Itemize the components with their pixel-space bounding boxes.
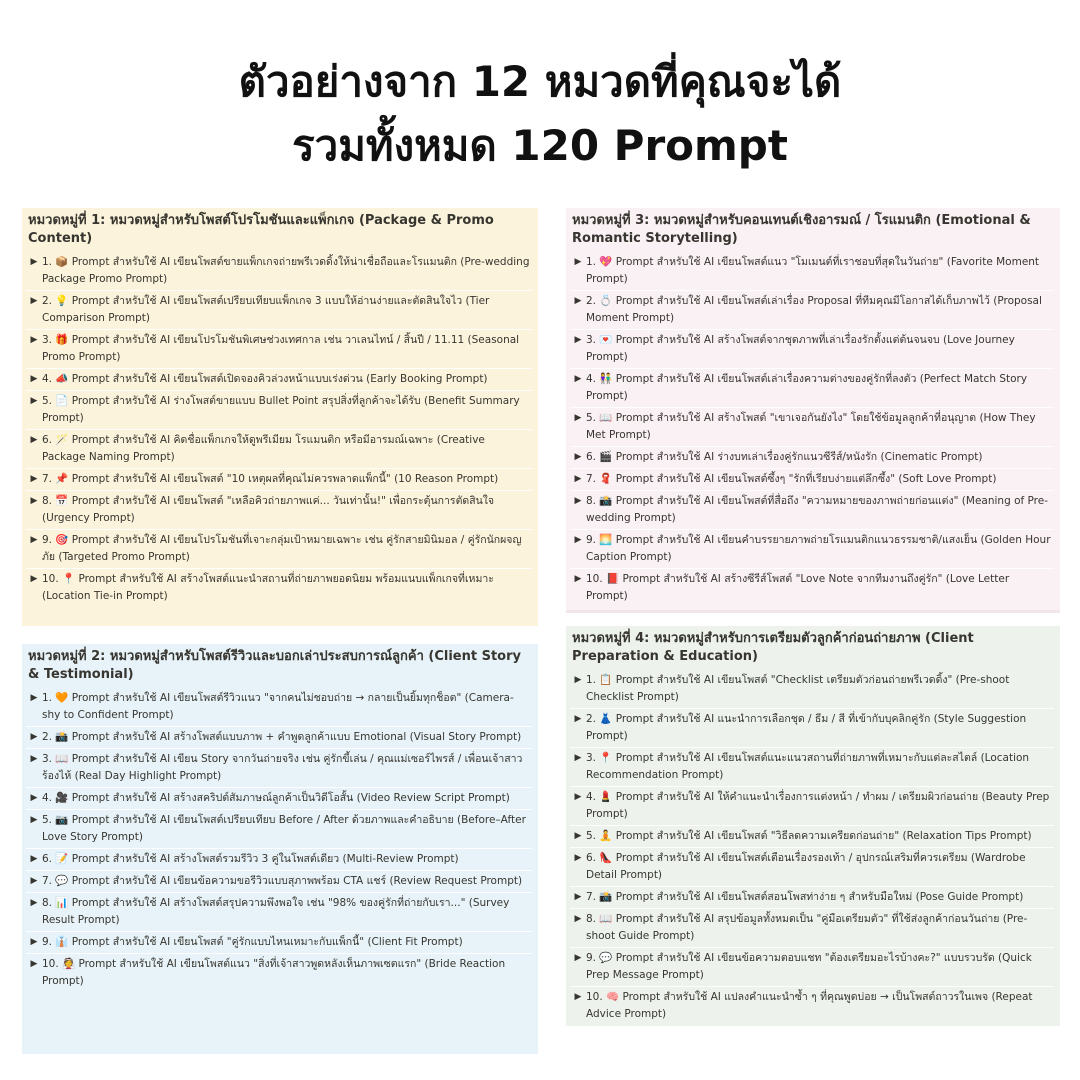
toggle-item-text: 5. 🧘 Prompt สำหรับใช้ AI เขียนโพสต์ "วิธีลดความเครียดก่อนถ่าย" (Relaxation Tips Prompt) <box>586 830 1032 842</box>
toggle-arrow-icon[interactable]: ▶ <box>574 792 582 802</box>
toggle-item[interactable] <box>26 569 532 607</box>
toggle-item-text: 10. 🧠 Prompt สำหรับใช้ AI แปลงคำแนะนำซ้ำ ๆ ที่คุณพูดบ่อย → เป็นโพสต์ถาวรในเพจ (Repeat Advice Prompt) <box>586 991 1033 1020</box>
toggle-arrow-icon[interactable]: ▶ <box>30 335 38 345</box>
headline-line-2: รวมทั้งหมด 120 Prompt <box>292 121 788 170</box>
toggle-item-text: 2. 📸 Prompt สำหรับใช้ AI สร้างโพสต์แบบภาพ + คำพูดลูกค้าแบบ Emotional (Visual Story Prompt) <box>42 731 522 743</box>
toggle-item[interactable] <box>26 530 532 569</box>
toggle-item[interactable] <box>570 748 1054 787</box>
toggle-arrow-icon[interactable]: ▶ <box>574 452 582 462</box>
toggle-arrow-icon[interactable]: ▶ <box>30 374 38 384</box>
toggle-item[interactable] <box>26 252 532 291</box>
toggle-item[interactable] <box>570 826 1054 848</box>
toggle-item-text: 8. 📖 Prompt สำหรับใช้ AI สรุปข้อมูลทั้งหมดเป็น "คู่มือเตรียมตัว" ที่ใช้ส่งลูกค้าก่อนวันถ่าย (Pre-shoot Guide Prompt) <box>586 913 1028 942</box>
toggle-arrow-icon[interactable]: ▶ <box>574 892 582 902</box>
toggle-item-text: 6. 👠 Prompt สำหรับใช้ AI เขียนโพสต์เตือนเรื่องรองเท้า / อุปกรณ์เสริมที่ควรเตรียม (Wardrobe Detail Prompt) <box>586 852 1026 881</box>
toggle-item[interactable] <box>26 688 532 727</box>
category-title-1: หมวดหมู่ที่ 1: หมวดหมู่สำหรับโพสต์โปรโมชันและแพ็กเกจ (Package & Promo Content) <box>28 213 494 246</box>
toggle-item-text: 10. 📍 Prompt สำหรับใช้ AI สร้างโพสต์แนะนำสถานที่ถ่ายภาพยอดนิยม พร้อมแนบแพ็กเกจที่เหมาะ (Location Tie-in Prompt) <box>42 573 494 602</box>
toggle-arrow-icon[interactable]: ▶ <box>30 754 38 764</box>
headline-line-1: ตัวอย่างจาก 12 หมวดที่คุณจะได้ <box>238 57 842 106</box>
category-panel-4 <box>566 626 1060 1026</box>
toggle-item-text: 9. 🎯 Prompt สำหรับใช้ AI เขียนโปรโมชันที่เจาะกลุ่มเป้าหมายเฉพาะ เช่น คู่รักสายมินิมอล / คู่รักนักผจญภัย (Targeted Promo Prompt) <box>42 534 522 563</box>
toggle-arrow-icon[interactable]: ▶ <box>30 732 38 742</box>
toggle-item[interactable] <box>570 670 1054 709</box>
toggle-item[interactable] <box>26 932 532 954</box>
toggle-item-text: 8. 📅 Prompt สำหรับใช้ AI เขียนโพสต์ "เหลือคิวถ่ายภาพแค่... วันเท่านั้น!" เพื่อกระตุ้นการตัดสินใจ (Urgency Prompt) <box>42 495 495 524</box>
toggle-item[interactable] <box>26 810 532 849</box>
toggle-item-text: 6. 📝 Prompt สำหรับใช้ AI สร้างโพสต์รวมรีวิว 3 คู่ในโพสต์เดียว (Multi-Review Prompt) <box>42 853 459 865</box>
toggle-item-text: 7. 📸 Prompt สำหรับใช้ AI เขียนโพสต์สอนโพสท่าง่าย ๆ สำหรับมือใหม่ (Pose Guide Prompt) <box>586 891 1024 903</box>
toggle-arrow-icon[interactable]: ▶ <box>574 831 582 841</box>
toggle-arrow-icon[interactable]: ▶ <box>30 535 38 545</box>
panel-divider <box>566 610 1060 613</box>
toggle-arrow-icon[interactable]: ▶ <box>574 413 582 423</box>
toggle-item[interactable] <box>26 469 532 491</box>
toggle-arrow-icon[interactable]: ▶ <box>574 335 582 345</box>
toggle-item-text: 5. 📖 Prompt สำหรับใช้ AI สร้างโพสต์ "เขาเจอกันยังไง" โดยใช้ข้อมูลลูกค้าที่อนุญาต (How They Met Prompt) <box>586 412 1036 441</box>
toggle-item-text: 8. 📊 Prompt สำหรับใช้ AI สร้างโพสต์สรุปความพึงพอใจ เช่น "98% ของคู่รักที่ถ่ายกับเรา..." (Survey Result Prompt) <box>42 897 510 926</box>
toggle-arrow-icon[interactable]: ▶ <box>30 396 38 406</box>
category-panel-3 <box>566 208 1060 612</box>
toggle-item[interactable] <box>570 330 1054 369</box>
toggle-arrow-icon[interactable]: ▶ <box>574 257 582 267</box>
toggle-item-text: 6. 🪄 Prompt สำหรับใช้ AI คิดชื่อแพ็กเกจให้ดูพรีเมียม โรแมนติก หรือมีอารมณ์เฉพาะ (Creative Package Naming Prompt) <box>42 434 485 463</box>
toggle-item[interactable] <box>26 369 532 391</box>
toggle-item-text: 9. 🌅 Prompt สำหรับใช้ AI เขียนคำบรรยายภาพถ่ายโรแมนติกแนวธรรมชาติ/แสงเย็น (Golden Hour Caption Prompt) <box>586 534 1051 563</box>
toggle-item-text: 3. 💌 Prompt สำหรับใช้ AI สร้างโพสต์จากชุดภาพที่เล่าเรื่องรักตั้งแต่ต้นจนจบ (Love Journey Prompt) <box>586 334 1015 363</box>
toggle-arrow-icon[interactable]: ▶ <box>30 474 38 484</box>
toggle-arrow-icon[interactable]: ▶ <box>30 815 38 825</box>
toggle-arrow-icon[interactable]: ▶ <box>30 496 38 506</box>
category-title-4: หมวดหมู่ที่ 4: หมวดหมู่สำหรับการเตรียมตัวลูกค้าก่อนถ่ายภาพ (Client Preparation & Education) <box>572 631 974 664</box>
toggle-arrow-icon[interactable]: ▶ <box>574 714 582 724</box>
toggle-item[interactable] <box>26 330 532 369</box>
toggle-item-text: 3. 🎁 Prompt สำหรับใช้ AI เขียนโปรโมชันพิเศษช่วงเทศกาล เช่น วาเลนไทน์ / สิ้นปี / 11.11 (Seasonal Promo Prompt) <box>42 334 520 363</box>
toggle-item-text: 7. 🧣 Prompt สำหรับใช้ AI เขียนโพสต์ซึ้งๆ "รักที่เรียบง่ายแต่ลึกซึ้ง" (Soft Love Prompt) <box>586 473 997 485</box>
toggle-item[interactable] <box>570 569 1054 607</box>
toggle-item-text: 9. 💬 Prompt สำหรับใช้ AI เขียนข้อความตอบแชท "ต้องเตรียมอะไรบ้างคะ?" แบบรวบรัด (Quick Prep Message Prompt) <box>586 952 1032 981</box>
toggle-item[interactable] <box>26 749 532 788</box>
toggle-arrow-icon[interactable]: ▶ <box>574 953 582 963</box>
toggle-arrow-icon[interactable]: ▶ <box>574 474 582 484</box>
toggle-item-text: 3. 📍 Prompt สำหรับใช้ AI เขียนโพสต์แนะแนวสถานที่ถ่ายภาพที่เหมาะกับแต่ละสไตล์ (Location Recommendation Prompt) <box>586 752 1030 781</box>
toggle-item-text: 9. 👔 Prompt สำหรับใช้ AI เขียนโพสต์ "คู่รักแบบไหนเหมาะกับแพ็กนี้" (Client Fit Prompt) <box>42 936 463 948</box>
toggle-item-text: 8. 📸 Prompt สำหรับใช้ AI เขียนโพสต์ที่สื่อถึง "ความหมายของภาพถ่ายก่อนแต่ง" (Meaning of Pre-wedding Prompt) <box>586 495 1049 524</box>
toggle-item[interactable] <box>570 709 1054 748</box>
toggle-item[interactable] <box>570 787 1054 826</box>
category-title-3: หมวดหมู่ที่ 3: หมวดหมู่สำหรับคอนเทนต์เชิงอารมณ์ / โรแมนติก (Emotional & Romantic Storytelling) <box>572 213 1031 246</box>
toggle-item-text: 1. 📦 Prompt สำหรับใช้ AI เขียนโพสต์ขายแพ็กเกจถ่ายพรีเวดดิ้งให้น่าเชื่อถือและโรแมนติก (Pre-wedding Package Promo Prompt) <box>42 256 530 285</box>
toggle-arrow-icon[interactable]: ▶ <box>574 914 582 924</box>
toggle-arrow-icon[interactable]: ▶ <box>30 296 38 306</box>
toggle-item[interactable] <box>570 469 1054 491</box>
toggle-item[interactable] <box>570 909 1054 948</box>
category-panel-2 <box>22 644 538 1054</box>
toggle-arrow-icon[interactable]: ▶ <box>30 257 38 267</box>
category-title-2: หมวดหมู่ที่ 2: หมวดหมู่สำหรับโพสต์รีวิวและบอกเล่าประสบการณ์ลูกค้า (Client Story & Testimonial) <box>28 649 521 682</box>
toggle-item-text: 7. 📌 Prompt สำหรับใช้ AI เขียนโพสต์ "10 เหตุผลที่คุณไม่ควรพลาดแพ็กนี้" (10 Reason Prompt) <box>42 473 499 485</box>
toggle-item-text: 2. 💡 Prompt สำหรับใช้ AI เขียนโพสต์เปรียบเทียบแพ็กเกจ 3 แบบให้อ่านง่ายและตัดสินใจไว (Tier Comparison Prompt) <box>42 295 490 324</box>
toggle-item[interactable] <box>570 530 1054 569</box>
toggle-item[interactable] <box>570 291 1054 330</box>
toggle-item-text: 2. 👗 Prompt สำหรับใช้ AI แนะนำการเลือกชุด / ธีม / สี ที่เข้ากับบุคลิกคู่รัก (Style Suggestion Prompt) <box>586 713 1027 742</box>
toggle-item-text: 7. 💬 Prompt สำหรับใช้ AI เขียนข้อความขอรีวิวแบบสุภาพพร้อม CTA แชร์ (Review Request Prompt) <box>42 875 523 887</box>
toggle-item-text: 2. 💍 Prompt สำหรับใช้ AI เขียนโพสต์เล่าเรื่อง Proposal ที่ทีมคุณมีโอกาสได้เก็บภาพไว้ (Proposal Moment Prompt) <box>586 295 1042 324</box>
toggle-item[interactable] <box>570 408 1054 447</box>
toggle-item-text: 5. 📄 Prompt สำหรับใช้ AI ร่างโพสต์ขายแบบ Bullet Point สรุปสิ่งที่ลูกค้าจะได้รับ (Benefit Summary Prompt) <box>42 395 520 424</box>
headline <box>0 50 1080 178</box>
toggle-item[interactable] <box>570 252 1054 291</box>
toggle-item[interactable] <box>26 954 532 992</box>
toggle-arrow-icon[interactable]: ▶ <box>574 296 582 306</box>
toggle-item-text: 4. 👫 Prompt สำหรับใช้ AI เขียนโพสต์เล่าเรื่องความต่างของคู่รักที่ลงตัว (Perfect Match Story Prompt) <box>586 373 1028 402</box>
toggle-item[interactable] <box>570 447 1054 469</box>
toggle-item-text: 10. 👰 Prompt สำหรับใช้ AI เขียนโพสต์แนว "สิ่งที่เจ้าสาวพูดหลังเห็นภาพเซตแรก" (Bride Reaction Prompt) <box>42 958 506 987</box>
toggle-item[interactable] <box>570 987 1054 1025</box>
toggle-arrow-icon[interactable]: ▶ <box>30 959 38 969</box>
toggle-arrow-icon[interactable]: ▶ <box>30 854 38 864</box>
toggle-item[interactable] <box>570 887 1054 909</box>
toggle-arrow-icon[interactable]: ▶ <box>574 496 582 506</box>
toggle-arrow-icon[interactable]: ▶ <box>574 675 582 685</box>
toggle-item[interactable] <box>26 430 532 469</box>
toggle-arrow-icon[interactable]: ▶ <box>30 693 38 703</box>
toggle-item[interactable] <box>26 871 532 893</box>
toggle-item-text: 1. 💖 Prompt สำหรับใช้ AI เขียนโพสต์แนว "โมเมนต์ที่เราชอบที่สุดในวันถ่าย" (Favorite Moment Prompt) <box>586 256 1040 285</box>
toggle-item[interactable] <box>26 849 532 871</box>
toggle-arrow-icon[interactable]: ▶ <box>30 793 38 803</box>
toggle-item[interactable] <box>26 788 532 810</box>
toggle-item[interactable] <box>26 391 532 430</box>
toggle-item-text: 10. 📕 Prompt สำหรับใช้ AI สร้างซีรีส์โพสต์ "Love Note จากทีมงานถึงคู่รัก" (Love Letter Prompt) <box>586 573 1010 602</box>
toggle-arrow-icon[interactable]: ▶ <box>30 876 38 886</box>
toggle-item-text: 4. 🎥 Prompt สำหรับใช้ AI สร้างสคริปต์สัมภาษณ์ลูกค้าเป็นวิดีโอสั้น (Video Review Script Prompt) <box>42 792 510 804</box>
toggle-item-text: 4. 📣 Prompt สำหรับใช้ AI เขียนโพสต์เปิดจองคิวล่วงหน้าแบบเร่งด่วน (Early Booking Prompt) <box>42 373 488 385</box>
toggle-item[interactable] <box>570 369 1054 408</box>
toggle-arrow-icon[interactable]: ▶ <box>30 574 38 584</box>
toggle-arrow-icon[interactable]: ▶ <box>30 937 38 947</box>
category-panel-1 <box>22 208 538 626</box>
toggle-item[interactable] <box>26 727 532 749</box>
toggle-arrow-icon[interactable]: ▶ <box>30 435 38 445</box>
toggle-arrow-icon[interactable]: ▶ <box>574 853 582 863</box>
toggle-item[interactable] <box>26 893 532 932</box>
toggle-arrow-icon[interactable]: ▶ <box>574 574 582 584</box>
toggle-item[interactable] <box>570 848 1054 887</box>
toggle-arrow-icon[interactable]: ▶ <box>30 898 38 908</box>
toggle-item[interactable] <box>26 491 532 530</box>
toggle-item-text: 6. 🎬 Prompt สำหรับใช้ AI ร่างบทเล่าเรื่องคู่รักแนวซีรีส์/หนังรัก (Cinematic Prompt) <box>586 451 983 463</box>
toggle-item[interactable] <box>570 948 1054 987</box>
toggle-item[interactable] <box>570 491 1054 530</box>
toggle-item[interactable] <box>26 291 532 330</box>
toggle-item-text: 3. 📖 Prompt สำหรับใช้ AI เขียน Story จากวันถ่ายจริง เช่น คู่รักขี้เล่น / คุณแม่เซอร์ไพรส์ / เพื่อนเจ้าสาวร้องไห้ (Real Day Highlight Prompt) <box>42 753 523 782</box>
toggle-arrow-icon[interactable]: ▶ <box>574 753 582 763</box>
toggle-arrow-icon[interactable]: ▶ <box>574 374 582 384</box>
toggle-item-text: 1. 📋 Prompt สำหรับใช้ AI เขียนโพสต์ "Checklist เตรียมตัวก่อนถ่ายพรีเวดดิ้ง" (Pre-shoot Checklist Prompt) <box>586 674 1010 703</box>
toggle-item-text: 1. 🧡 Prompt สำหรับใช้ AI เขียนโพสต์รีวิวแนว "จากคนไม่ชอบถ่าย → กลายเป็นยิ้มทุกช็อต" (Camera-shy to Confident Prompt) <box>42 692 514 721</box>
toggle-arrow-icon[interactable]: ▶ <box>574 992 582 1002</box>
toggle-arrow-icon[interactable]: ▶ <box>574 535 582 545</box>
toggle-item-text: 5. 📷 Prompt สำหรับใช้ AI เขียนโพสต์เปรียบเทียบ Before / After ด้วยภาพและคำอธิบาย (Before–After Love Story Prompt) <box>42 814 526 843</box>
toggle-item-text: 4. 💄 Prompt สำหรับใช้ AI ให้คำแนะนำเรื่องการแต่งหน้า / ทำผม / เตรียมผิวก่อนถ่าย (Beauty Prep Prompt) <box>586 791 1050 820</box>
